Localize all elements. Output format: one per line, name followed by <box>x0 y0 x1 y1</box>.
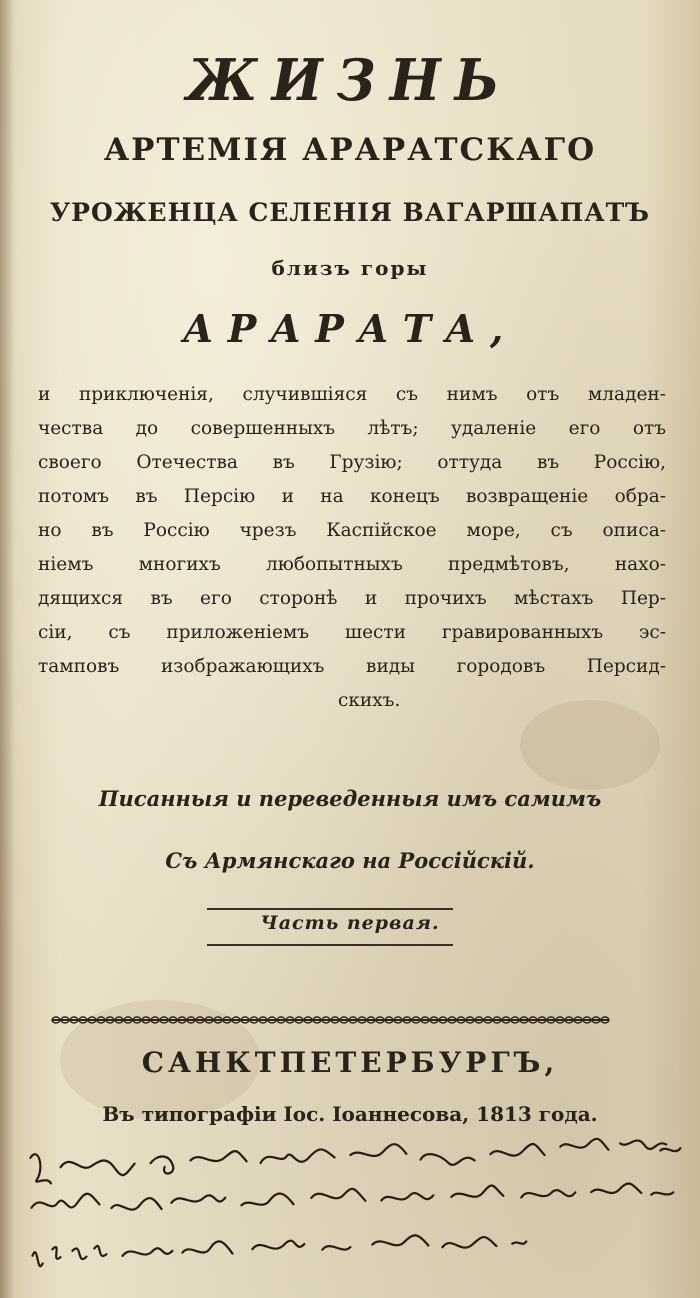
translated-line: Съ Армянскаго на Россійскій. <box>165 848 535 873</box>
handwritten-inscription <box>20 1124 693 1298</box>
author-name: АРТЕМІЯ АРАРАТСКАГО <box>103 132 597 168</box>
author-origin: УРОЖЕНЦА СЕЛЕНІЯ ВАГАРШАПАТЪ <box>49 198 651 227</box>
description-line: своего Отечества въ Грузію; оттуда въ Россію, <box>38 452 666 473</box>
description-line: но въ Россію чрезъ Каспійское море, съ описа- <box>38 520 666 541</box>
part-rule-bottom <box>207 944 453 946</box>
description-paragraph <box>38 378 666 718</box>
description-line: потомъ въ Персію и на конецъ возвращеніе обра- <box>38 486 666 507</box>
description-line: ніемъ многихъ любопытныхъ предмѣтовъ, нахо- <box>38 554 666 575</box>
part-label: Часть первая. <box>260 912 440 934</box>
description-line: и приключенія, случившіяся съ нимъ отъ младен- <box>38 384 666 405</box>
mountain-name: АРАРАТА, <box>182 306 518 351</box>
description-line: чества до совершенныхъ лѣтъ; удаленіе его отъ <box>38 418 666 439</box>
chain-ornament <box>48 1014 613 1026</box>
location-near: близъ горы <box>271 256 429 280</box>
description-line: дящихся въ его сторонѣ и прочихъ мѣстахъ Пер- <box>38 588 666 609</box>
description-line: скихъ. <box>338 690 401 711</box>
imprint-line: Въ типографіи Іос. Іоаннесова, 1813 года. <box>102 1102 598 1126</box>
description-line: тамповъ изображающихъ виды городовъ Персид- <box>38 656 666 677</box>
page-title: ЖИЗНЬ <box>186 46 514 114</box>
description-line: сіи, съ приложеніемъ шести гравированныхъ эс- <box>38 622 666 643</box>
part-rule-top <box>207 908 453 910</box>
city-name: САНКТПЕТЕРБУРГЪ, <box>141 1046 559 1079</box>
written-by-line: Писанныя и переведенныя имъ самимъ <box>98 786 602 811</box>
